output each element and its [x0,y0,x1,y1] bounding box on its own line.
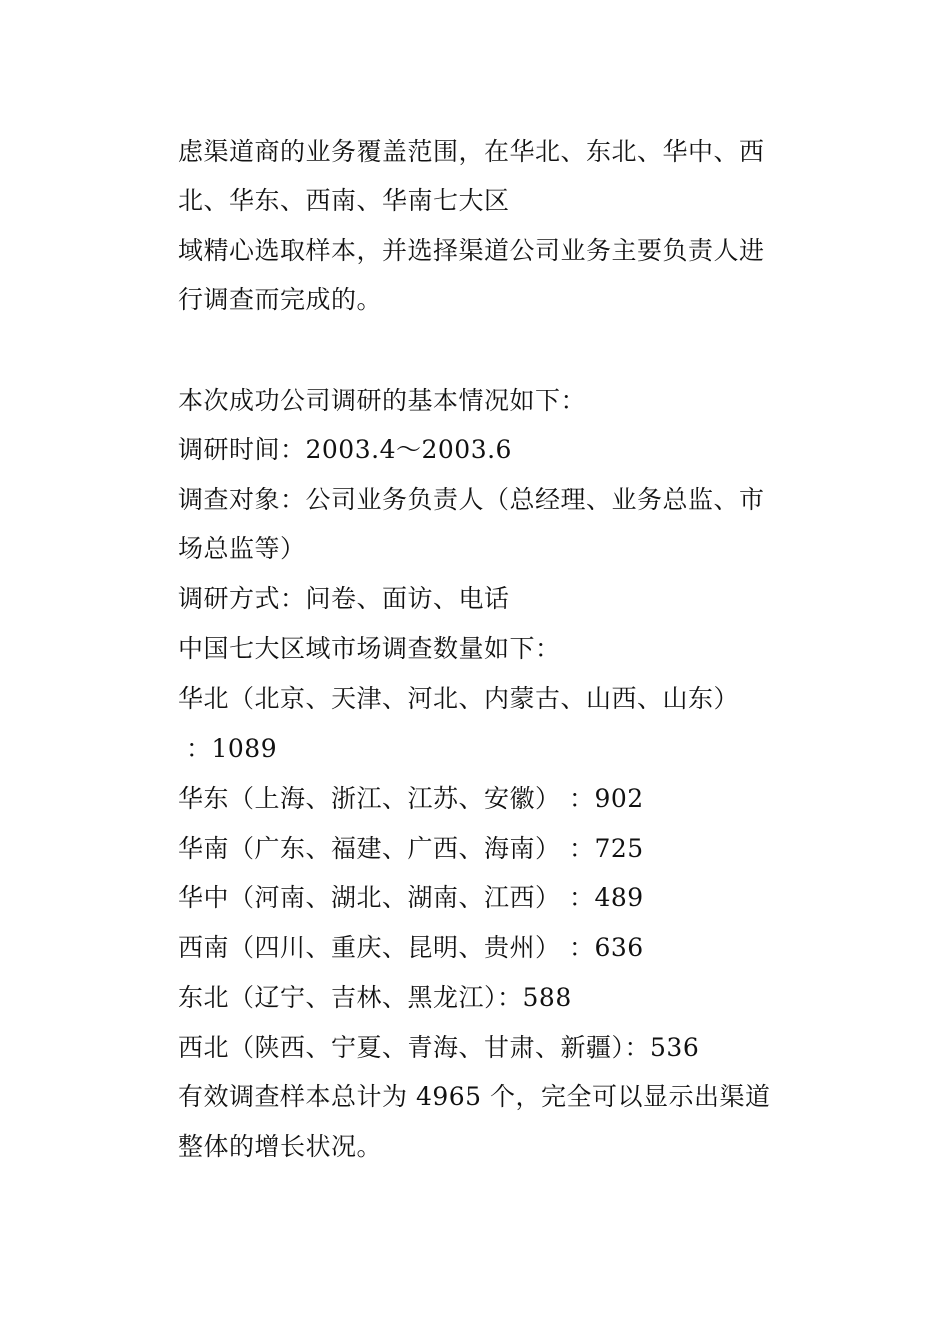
survey-target-line: 调查对象：公司业务负责人（总经理、业务总监、市 [178,485,765,514]
survey-intro-line: 本次成功公司调研的基本情况如下： [178,386,587,415]
region-southwest-line: 西南（四川、重庆、昆明、贵州） ：636 [178,933,644,962]
region-south-line: 华南（广东、福建、广西、海南） ：725 [178,834,644,863]
total-sample-line: 有效调查样本总计为 4965 个，完全可以显示出渠道 [178,1082,771,1111]
region-count-heading: 中国七大区域市场调查数量如下： [178,634,561,663]
paragraph-line-1: 虑渠道商的业务覆盖范围，在华北、东北、华中、西 [178,137,765,166]
region-northwest-line: 西北（陕西、宁夏、青海、甘肃、新疆）：536 [178,1033,700,1062]
total-sample-line-cont: 整体的增长状况。 [178,1132,383,1161]
region-north-count: ：1089 [186,734,278,763]
region-east-line: 华东（上海、浙江、江苏、安徽） ：902 [178,784,644,813]
survey-time-line: 调研时间：2003.4～2003.6 [178,435,512,464]
paragraph-line-2: 北、华东、西南、华南七大区 [178,186,510,215]
region-central-line: 华中（河南、湖北、湖南、江西） ：489 [178,883,644,912]
survey-target-line-cont: 场总监等） [178,534,306,563]
paragraph-line-4: 行调查而完成的。 [178,285,383,314]
region-northeast-line: 东北（辽宁、吉林、黑龙江）：588 [178,983,572,1012]
survey-method-line: 调研方式：问卷、面访、电话 [178,584,510,613]
paragraph-line-3: 域精心选取样本，并选择渠道公司业务主要负责人进 [178,236,765,265]
region-north-line: 华北（北京、天津、河北、内蒙古、山西、山东） [178,684,740,713]
